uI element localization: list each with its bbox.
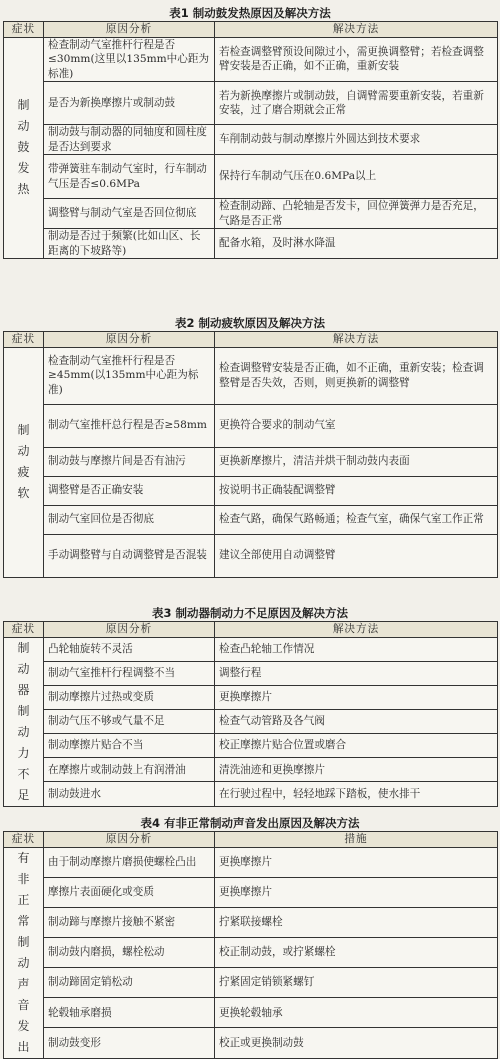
table-2-block — [0, 316, 500, 578]
table-row — [4, 709, 498, 733]
table-row — [4, 937, 498, 967]
symptom-char: 正 — [17, 892, 30, 907]
symptom-char: 力 — [17, 745, 30, 760]
solution-cell: 检查调整臂安装是否正确，如不正确，重新安装；检查调整臂是否失效，否则，则更换新的调整臂 — [215, 347, 498, 404]
cause-cell: 调整臂是否正确安装 — [44, 476, 215, 505]
solution-cell: 建议全部使用自动调整臂 — [215, 534, 498, 577]
header-symptom: 症状 — [4, 22, 44, 38]
symptom-char: 疲 — [17, 465, 30, 479]
header-cause: 原因分析 — [44, 622, 215, 638]
solution-cell: 检查气动管路及各气阀 — [215, 709, 498, 733]
cause-cell: 调整臂与制动气室是否回位彻底 — [44, 199, 215, 229]
table-4-block — [0, 816, 500, 1059]
solution-cell: 配备水箱，及时淋水降温 — [215, 229, 498, 259]
header-solution: 解决方法 — [215, 622, 498, 638]
symptom-char: 器 — [17, 682, 30, 697]
cause-cell: 制动鼓与摩擦片间是否有油污 — [44, 447, 215, 476]
symptom-char: 有 — [17, 850, 30, 865]
table-row — [4, 82, 498, 125]
symptom-char: 热 — [17, 182, 30, 197]
table-row — [4, 877, 498, 907]
solution-cell: 更换新摩擦片，清洁并烘干制动鼓内表面 — [215, 447, 498, 476]
header-symptom: 症状 — [4, 622, 44, 638]
solution-cell: 更换轮毂轴承 — [215, 998, 498, 1028]
solution-cell: 检查凸轮轴工作情况 — [215, 637, 498, 661]
header-cause: 原因分析 — [44, 332, 215, 348]
table-header-row — [4, 22, 498, 38]
cause-cell: 检查制动气室推杆行程是否≥45mm(以135mm中心距为标准) — [44, 347, 215, 404]
solution-cell: 校正制动鼓，或拧紧螺栓 — [215, 937, 498, 967]
symptom-char: 出 — [17, 1039, 30, 1054]
symptom-char: 声 — [17, 976, 30, 991]
table-4 — [3, 831, 498, 1059]
symptom-cell — [4, 37, 44, 259]
solution-cell: 若为新换摩擦片或制动鼓，自调臂需要重新安装，若重新安装，过了磨合期就会正常 — [215, 82, 498, 125]
table-row — [4, 998, 498, 1028]
symptom-char: 制 — [17, 98, 30, 113]
table-row — [4, 847, 498, 877]
symptom-char: 动 — [17, 444, 30, 458]
cause-cell: 制动鼓内磨损，螺栓松动 — [44, 937, 215, 967]
symptom-char: 制 — [17, 703, 30, 718]
cause-cell: 制动气压不够或气量不足 — [44, 709, 215, 733]
solution-cell: 拧紧联接螺栓 — [215, 907, 498, 937]
solution-cell: 更换符合要求的制动气室 — [215, 404, 498, 447]
cause-cell: 带弹簧驻车制动气室时，行车制动气压是否≤0.6MPa — [44, 155, 215, 199]
symptom-char: 音 — [17, 997, 30, 1012]
solution-cell: 检查气路，确保气路畅通；检查气室，确保气室工作正常 — [215, 505, 498, 534]
table-row — [4, 37, 498, 82]
table-row — [4, 534, 498, 577]
table-row — [4, 637, 498, 661]
symptom-char: 发 — [17, 161, 30, 176]
symptom-cell — [4, 637, 44, 806]
header-cause: 原因分析 — [44, 22, 215, 38]
table-row — [4, 229, 498, 259]
symptom-char: 鼓 — [17, 140, 30, 155]
symptom-char: 动 — [17, 955, 30, 970]
cause-cell: 制动气室推杆行程调整不当 — [44, 661, 215, 685]
table-title: 表3 制动器制动力不足原因及解决方法 — [151, 606, 348, 620]
cause-cell: 制动鼓与制动器的同轴度和圆柱度是否达到要求 — [44, 125, 215, 155]
symptom-char: 软 — [17, 486, 30, 500]
solution-cell: 更换摩擦片 — [215, 685, 498, 709]
solution-cell: 若检查调整臂预设间隙过小，需更换调整臂；若检查调整臂安装是否正确，如不正确，重新安装 — [215, 37, 498, 82]
solution-cell: 拧紧固定销锁紧螺钉 — [215, 968, 498, 998]
table-header-row — [4, 622, 498, 638]
cause-cell: 制动是否过于频繁(比如山区、长距离的下坡路等) — [44, 229, 215, 259]
cause-cell: 制动鼓变形 — [44, 1028, 215, 1058]
header-symptom: 症状 — [4, 332, 44, 348]
table-row — [4, 505, 498, 534]
header-solution: 措施 — [215, 832, 498, 848]
cause-cell: 手动调整臂与自动调整臂是否混装 — [44, 534, 215, 577]
symptom-char: 常 — [17, 913, 30, 928]
cause-cell: 是否为新换摩擦片或制动鼓 — [44, 82, 215, 125]
cause-cell: 制动蹄固定销松动 — [44, 968, 215, 998]
cause-cell: 检查制动气室推杆行程是否≤30mm(这里以135mm中心距为标准) — [44, 37, 215, 82]
solution-cell: 在行驶过程中，轻轻地踩下踏板，使水排干 — [215, 782, 498, 806]
cause-cell: 制动鼓进水 — [44, 782, 215, 806]
solution-cell: 保持行车制动气压在0.6MPa以上 — [215, 155, 498, 199]
table-row — [4, 734, 498, 758]
cause-cell: 制动摩擦片过热或变质 — [44, 685, 215, 709]
symptom-char: 动 — [17, 724, 30, 739]
table-title: 表4 有非正常制动声音发出原因及解决方法 — [140, 816, 360, 830]
cause-cell: 制动气室推杆总行程是否≥58mm — [44, 404, 215, 447]
table-1 — [3, 21, 498, 259]
table-row — [4, 758, 498, 782]
table-title: 表1 制动鼓发热原因及解决方法 — [169, 6, 331, 20]
cause-cell: 由于制动摩擦片磨损使螺栓凸出 — [44, 847, 215, 877]
table-row — [4, 125, 498, 155]
solution-cell: 校正摩擦片贴合位置或磨合 — [215, 734, 498, 758]
table-3-block — [0, 606, 500, 807]
symptom-char: 制 — [17, 640, 30, 655]
cause-cell: 凸轮轴旋转不灵活 — [44, 637, 215, 661]
table-row — [4, 404, 498, 447]
cause-cell: 在摩擦片或制动鼓上有润滑油 — [44, 758, 215, 782]
solution-cell: 清洗油迹和更换摩擦片 — [215, 758, 498, 782]
cause-cell: 制动摩擦片贴合不当 — [44, 734, 215, 758]
header-solution: 解决方法 — [215, 22, 498, 38]
solution-cell: 校正或更换制动鼓 — [215, 1028, 498, 1058]
cause-cell: 制动蹄与摩擦片接触不紧密 — [44, 907, 215, 937]
solution-cell: 按说明书正确装配调整臂 — [215, 476, 498, 505]
symptom-char: 发 — [17, 1018, 30, 1033]
table-2 — [3, 331, 498, 578]
solution-cell: 更换摩擦片 — [215, 847, 498, 877]
solution-cell: 车削制动鼓与制动摩擦片外圆达到技术要求 — [215, 125, 498, 155]
table-title: 表2 制动疲软原因及解决方法 — [174, 316, 325, 330]
header-cause: 原因分析 — [44, 832, 215, 848]
symptom-char: 制 — [17, 934, 30, 949]
table-row — [4, 447, 498, 476]
header-solution: 解决方法 — [215, 332, 498, 348]
table-row — [4, 476, 498, 505]
table-header-row — [4, 832, 498, 848]
solution-cell: 检查制动蹄、凸轮轴是否发卡，回位弹簧弹力是否充足，气路是否正常 — [215, 199, 498, 229]
table-row — [4, 1028, 498, 1058]
cause-cell: 轮毂轴承磨损 — [44, 998, 215, 1028]
table-row — [4, 347, 498, 404]
symptom-char: 足 — [17, 787, 30, 802]
table-3 — [3, 621, 498, 807]
symptom-char: 非 — [17, 871, 30, 886]
cause-cell: 摩擦片表面硬化或变质 — [44, 877, 215, 907]
solution-cell: 调整行程 — [215, 661, 498, 685]
symptom-char: 动 — [17, 119, 30, 134]
symptom-char: 制 — [17, 423, 30, 437]
table-row — [4, 661, 498, 685]
table-1-block — [0, 6, 500, 259]
symptom-char: 不 — [17, 766, 30, 781]
table-row — [4, 782, 498, 806]
symptom-cell — [4, 347, 44, 577]
symptom-cell — [4, 847, 44, 1058]
table-row — [4, 685, 498, 709]
table-header-row — [4, 332, 498, 348]
table-row — [4, 155, 498, 199]
cause-cell: 制动气室回位是否彻底 — [44, 505, 215, 534]
table-row — [4, 907, 498, 937]
header-symptom: 症状 — [4, 832, 44, 848]
solution-cell: 更换摩擦片 — [215, 877, 498, 907]
table-row — [4, 968, 498, 998]
table-row — [4, 199, 498, 229]
symptom-char: 动 — [17, 661, 30, 676]
